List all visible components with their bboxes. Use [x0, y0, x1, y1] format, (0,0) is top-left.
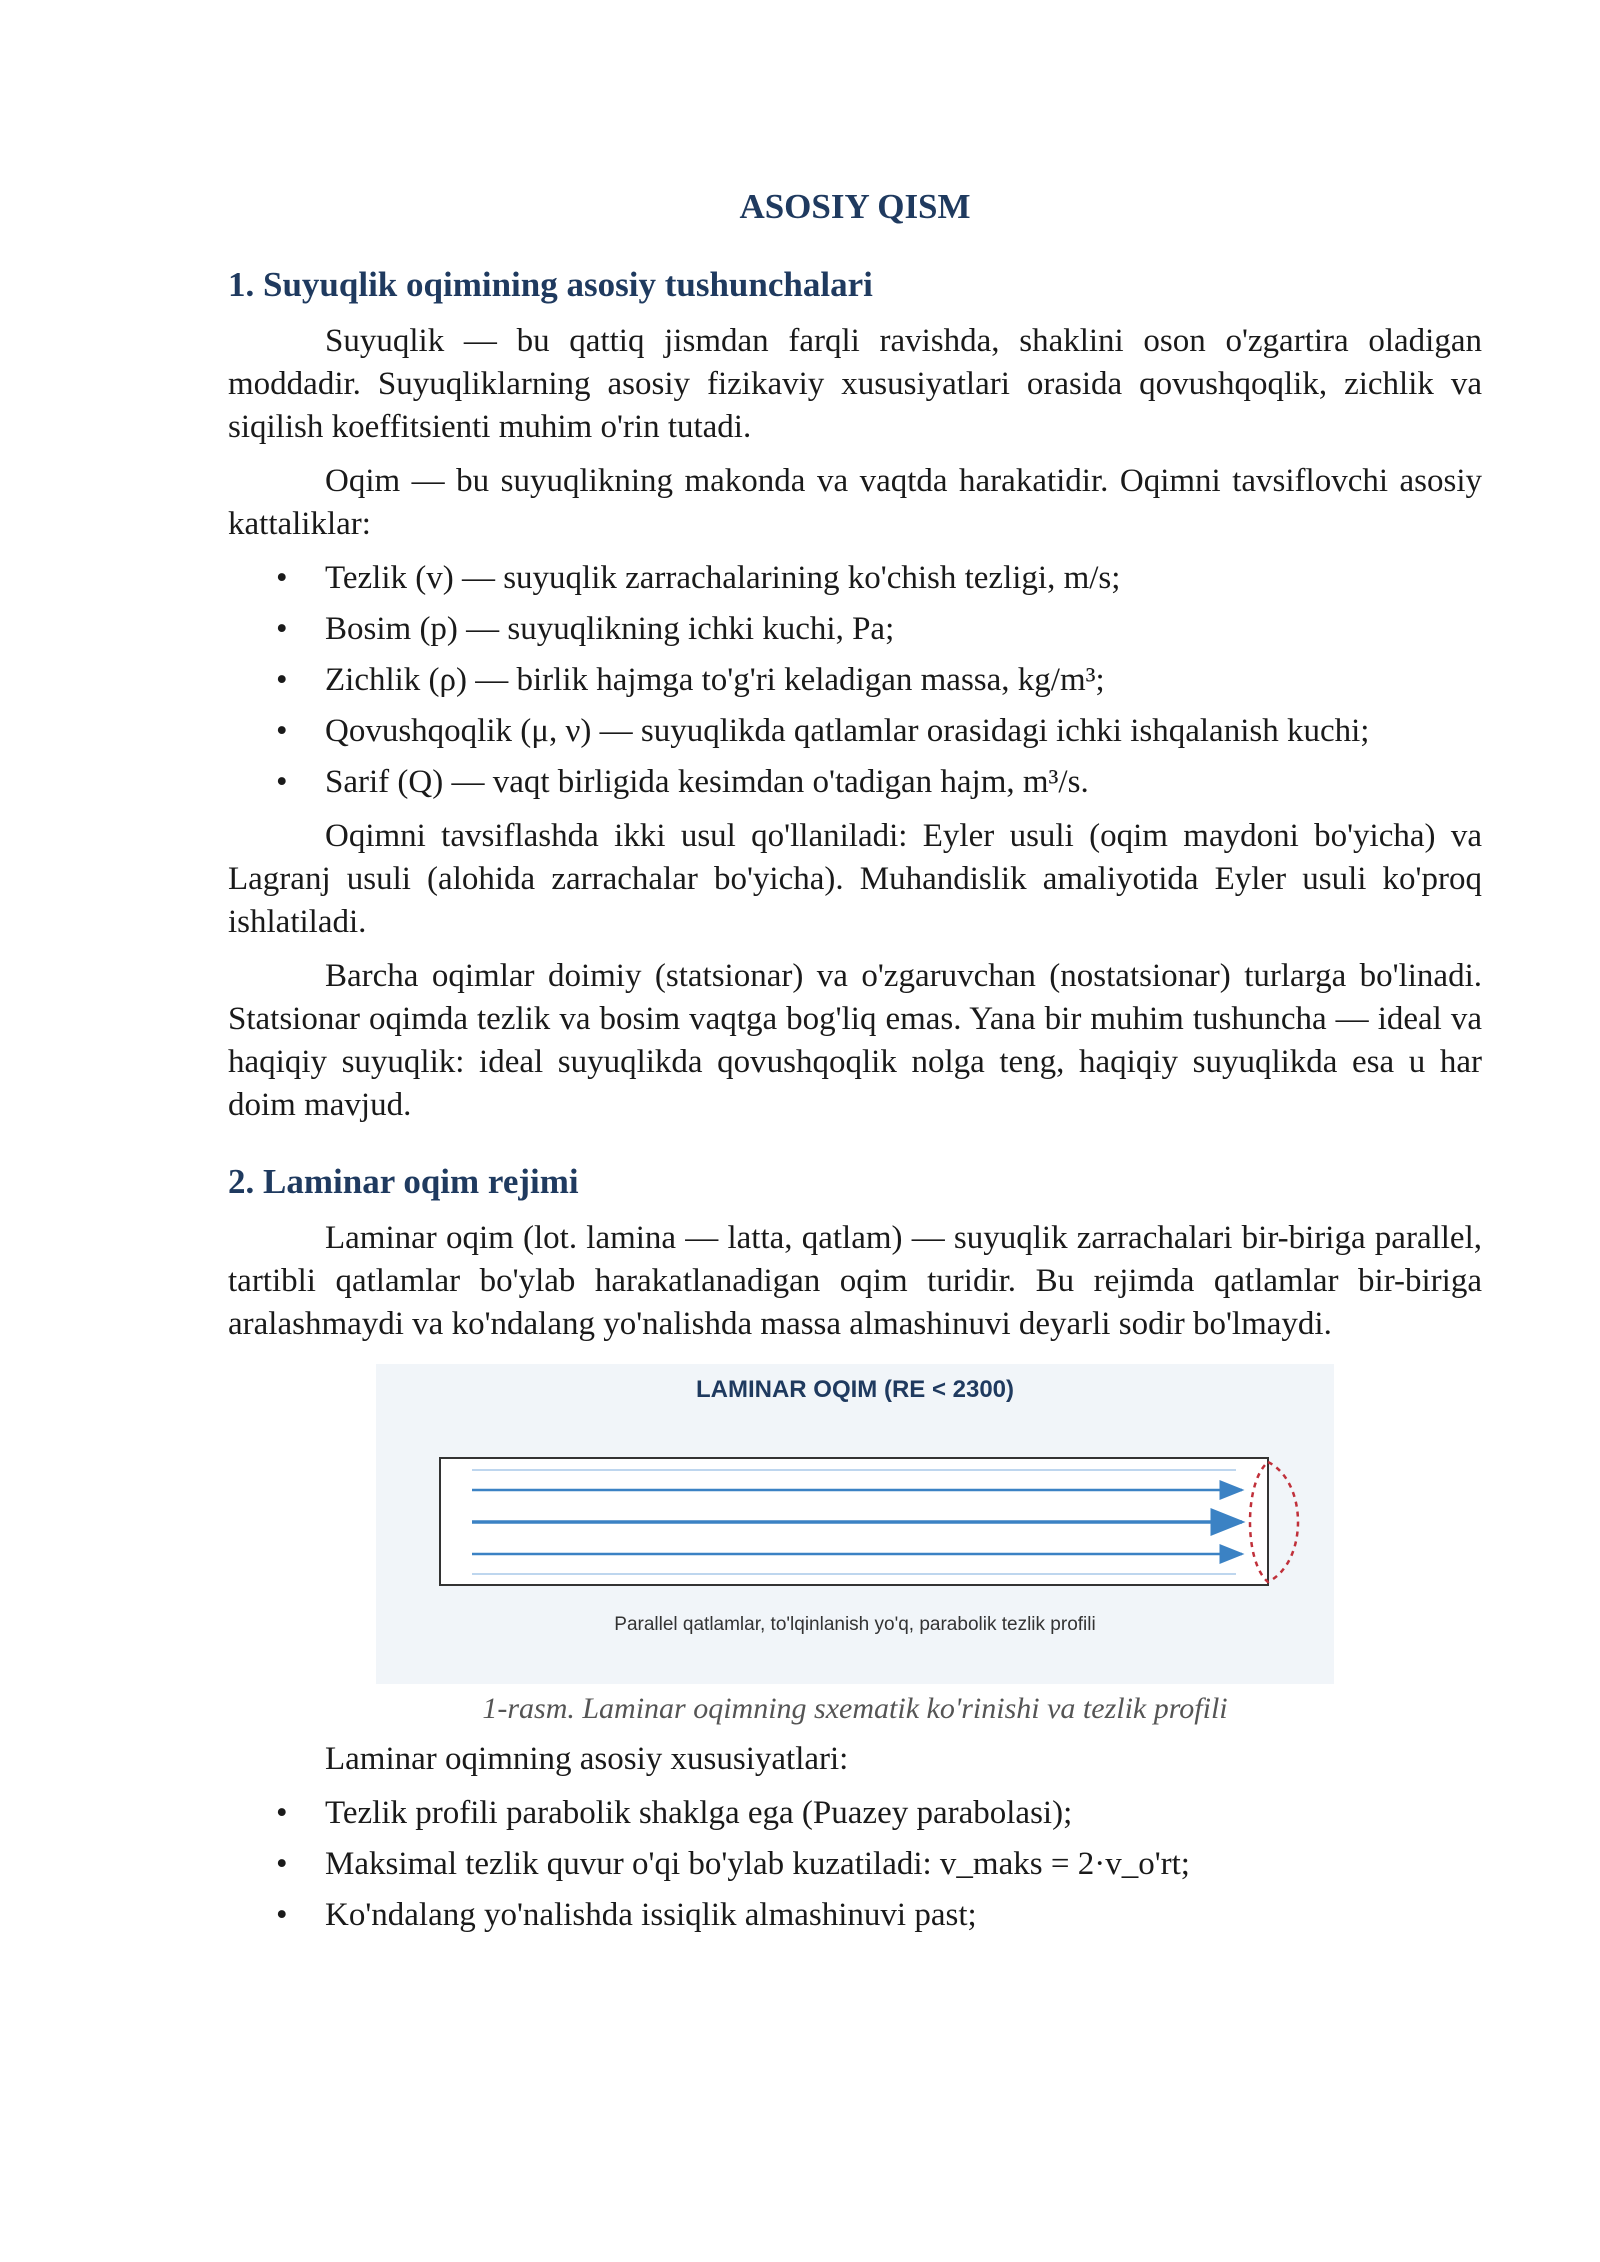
list-item: • Tezlik (v) — suyuqlik zarrachalarining ko'chish tezligi, m/s; [228, 557, 1482, 600]
section-1-paragraph-3: Oqimni tavsiflashda ikki usul qo'llaniladi: Eyler usuli (oqim maydoni bo'yicha) va Lagranj usuli (alohida zarrachalar bo'yicha). Muhandislik amaliyotida Eyler usuli ko'proq ishlatiladi. [228, 818, 1482, 940]
laminar-flow-figure [376, 1364, 1334, 1684]
section-1-paragraph-4: Barcha oqimlar doimiy (statsionar) va o'zgaruvchan (nostatsionar) turlarga bo'linadi. Statsionar oqimda tezlik va bosim vaqtga bog'liq emas. Yana bir muhim tushuncha — ideal va haqiqiy suyuqlik: ideal suyuqlikda qovushqoqlik nolga teng, haqiqiy suyuqlikda esa u har doim mavjud. [228, 958, 1482, 1123]
laminar-flow-diagram [376, 1364, 1334, 1684]
figure-caption: 1-rasm. Laminar oqimning sxematik ko'rinishi va tezlik profili [482, 1692, 1228, 1725]
section-2-heading: 2. Laminar oqim rejimi [228, 1162, 579, 1201]
list-item: • Ko'ndalang yo'nalishda issiqlik almashinuvi past; [228, 1894, 1482, 1937]
list-item: • Bosim (p) — suyuqlikning ichki kuchi, Pa; [228, 608, 1482, 651]
section-1-heading: 1. Suyuqlik oqimining asosiy tushunchalari [228, 265, 873, 304]
figure-title: LAMINAR OQIM (RE < 2300) [695, 1376, 1015, 1403]
page-content [228, 186, 1482, 1948]
section-1-paragraph-1: Suyuqlik — bu qattiq jismdan farqli ravishda, shaklini oson o'zgartira oladigan moddadir. Suyuqliklarning asosiy fizikaviy xususiyatlari orasida qovushqoqlik, zichlik va siqilish koeffitsienti muhim o'rin tutadi. [228, 323, 1482, 445]
section-1-paragraph-2: Oqim — bu suyuqlikning makonda va vaqtda harakatidir. Oqimni tavsiflovchi asosiy kattaliklar: [228, 463, 1482, 542]
page-title: ASOSIY QISM [739, 187, 971, 226]
section-2-paragraph-1: Laminar oqim (lot. lamina — latta, qatlam) — suyuqlik zarrachalari bir-biriga parallel, tartibli qatlamlar bo'ylab harakatlanadigan oqim turidir. Bu rejimda qatlamlar bir-biriga aralashmaydi va ko'ndalang yo'nalishda massa almashinuvi deyarli sodir bo'lmaydi. [228, 1220, 1482, 1342]
section-2-paragraph-2: Laminar oqimning asosiy xususiyatlari: [325, 1741, 849, 1777]
list-item: • Zichlik (ρ) — birlik hajmga to'g'ri keladigan massa, kg/m³; [228, 659, 1482, 702]
list-item: • Tezlik profili parabolik shaklga ega (Puazey parabolasi); [228, 1792, 1482, 1835]
section-1-bullet-list [228, 557, 1482, 804]
section-2-bullet-list [228, 1792, 1482, 1937]
list-item: • Sarif (Q) — vaqt birligida kesimdan o'tadigan hajm, m³/s. [228, 761, 1482, 804]
list-item: • Qovushqoqlik (μ, ν) — suyuqlikda qatlamlar orasidagi ichki ishqalanish kuchi; [228, 710, 1482, 753]
figure-subtitle: Parallel qatlamlar, to'lqinlanish yo'q, parabolik tezlik profili [614, 1614, 1096, 1635]
list-item: • Maksimal tezlik quvur o'qi bo'ylab kuzatiladi: v_maks = 2·v_o'rt; [228, 1843, 1482, 1886]
